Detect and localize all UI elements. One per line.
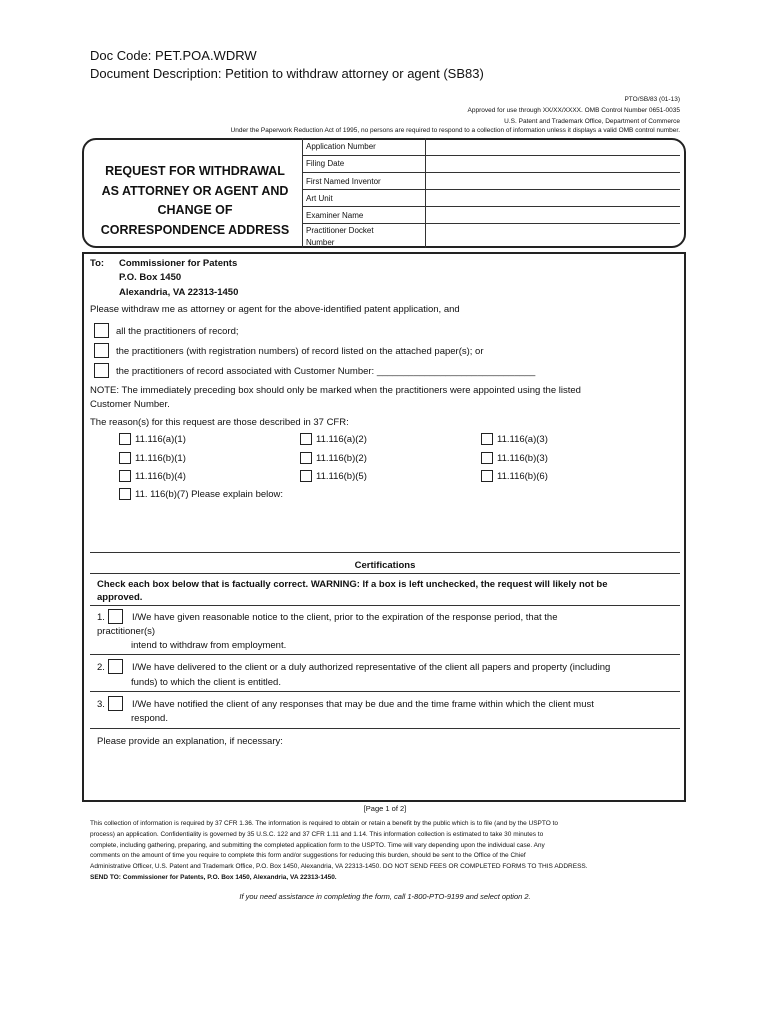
certifications-warning-1: Check each box below that is factually correct. WARNING: If a box is left unchecked, the request will likely not be [97, 579, 608, 590]
certifications-warning-2: approved. [97, 592, 143, 603]
filing-date-field[interactable] [428, 157, 680, 171]
note-line-2: Customer Number. [90, 399, 170, 410]
cert-1-number: 1. [97, 612, 105, 623]
reason-b5-label: 11.116(b)(5) [316, 471, 367, 482]
docket-number-field[interactable] [428, 226, 680, 244]
reason-b4-label: 11.116(b)(4) [135, 471, 186, 482]
form-title [90, 162, 300, 240]
cert-1-line-2: practitioner(s) [97, 626, 156, 637]
reason-b1-checkbox[interactable] [119, 452, 131, 464]
doc-description: Document Description: Petition to withdraw attorney or agent (SB83) [90, 66, 484, 81]
agency: U.S. Patent and Trademark Office, Department of Commerce [504, 118, 680, 125]
burden-line-5: Administrative Officer, U.S. Patent and Trademark Office, P.O. Box 1450, Alexandria, VA 22313-1450. DO NOT SEND FEES OR COMPLETED FORMS TO THIS ADDRESS. [90, 863, 588, 871]
cert-2-line-2: funds) to which the client is entitled. [131, 677, 281, 688]
reason-b7-label: 11. 116(b)(7) Please explain below: [135, 489, 284, 500]
reason-a2-label: 11.116(a)(2) [316, 434, 367, 445]
to-line-1: Commissioner for Patents [119, 258, 238, 269]
certifications-heading: Certifications [354, 560, 416, 571]
application-number-label: Application Number [306, 142, 376, 151]
reason-b5-checkbox[interactable] [300, 470, 312, 482]
title-line-3: CHANGE OF [157, 203, 233, 217]
to-line-3: Alexandria, VA 22313-1450 [119, 287, 239, 298]
first-named-inventor-label: First Named Inventor [306, 177, 381, 186]
reason-b6-checkbox[interactable] [481, 470, 493, 482]
reason-b4-checkbox[interactable] [119, 470, 131, 482]
reason-b6-label: 11.116(b)(6) [497, 471, 548, 482]
filing-date-label: Filing Date [306, 159, 345, 168]
option-customer-label: the practitioners of record associated with Customer Number: ______________________________ [116, 366, 536, 377]
docket-number-label-1: Practitioner Docket [306, 226, 374, 235]
reason-a1-checkbox[interactable] [119, 433, 131, 445]
docket-number-label-2: Number [306, 238, 335, 247]
examiner-name-field[interactable] [428, 208, 680, 222]
assistance-note: If you need assistance in completing the form, call 1-800-PTO-9199 and select option 2. [239, 892, 531, 901]
option-customer-checkbox[interactable] [94, 363, 109, 378]
burden-line-3: complete, including gathering, preparing, and submitting the completed application form to the USPTO. Time will vary depending upon the individual case. Any [90, 841, 545, 849]
title-line-4: CORRESPONDENCE ADDRESS [100, 222, 290, 237]
reason-a1-label: 11.116(a)(1) [135, 434, 186, 445]
reason-b7-checkbox[interactable] [119, 488, 131, 500]
request-text: Please withdraw me as attorney or agent for the above-identified patent application, and [90, 304, 460, 315]
cert-2-line-1: I/We have delivered to the client or a duly authorized representative of the client all papers and property (including [132, 662, 611, 673]
reason-b2-checkbox[interactable] [300, 452, 312, 464]
explanation-label: Please provide an explanation, if necessary: [97, 736, 283, 747]
cert-3-number: 3. [97, 699, 105, 710]
send-to: SEND TO: Commissioner for Patents, P.O. Box 1450, Alexandria, VA 22313-1450. [90, 873, 337, 881]
burden-line-4: comments on the amount of time you require to complete this form and/or suggestions for reducing this burden, should be sent to the Office of the Chief [90, 852, 526, 860]
doc-code: Doc Code: PET.POA.WDRW [90, 48, 257, 63]
to-label: To: [90, 258, 105, 269]
cert-1-line-1: I/We have given reasonable notice to the client, prior to the expiration of the response period, that the [132, 612, 558, 623]
option-attached-label: the practitioners (with registration numbers) of record listed on the attached paper(s); or [116, 346, 484, 357]
art-unit-field[interactable] [428, 191, 680, 205]
option-attached-checkbox[interactable] [94, 343, 109, 358]
note-line-1: NOTE: The immediately preceding box should only be marked when the practitioners were appointed using the listed [90, 385, 581, 396]
option-all-checkbox[interactable] [94, 323, 109, 338]
page-number: [Page 1 of 2] [363, 804, 407, 813]
reason-b3-checkbox[interactable] [481, 452, 493, 464]
cert-3-line-2: respond. [131, 713, 168, 724]
art-unit-label: Art Unit [306, 194, 333, 203]
first-named-inventor-field[interactable] [428, 174, 680, 188]
reason-b1-label: 11.116(b)(1) [135, 453, 186, 464]
paperwork-notice: Under the Paperwork Reduction Act of 1995, no persons are required to respond to a collection of information unless it displays a valid OMB control number. [230, 127, 680, 134]
reason-b7-explanation-field[interactable] [135, 505, 675, 547]
burden-line-1: This collection of information is required by 37 CFR 1.36. The information is required to obtain or retain a benefit by the public which is to file (and by the USPTO to [90, 820, 558, 827]
omb-approval: Approved for use through XX/XX/XXXX. OMB Control Number 0651-0035 [467, 107, 680, 114]
cert-2-checkbox[interactable] [108, 659, 123, 674]
cert-2-number: 2. [97, 662, 105, 673]
option-all-label: all the practitioners of record; [116, 326, 239, 337]
cert-1-line-3: intend to withdraw from employment. [131, 640, 287, 651]
title-line-1: REQUEST FOR WITHDRAWAL [105, 164, 285, 178]
burden-line-2: process) an application. Confidentiality is governed by 35 U.S.C. 122 and 37 CFR 1.11 and 1.14. This information collection is estimated to take 30 minutes to [90, 830, 544, 838]
reason-a3-label: 11.116(a)(3) [497, 434, 548, 445]
examiner-name-label: Examiner Name [306, 211, 364, 220]
explanation-field[interactable] [97, 752, 677, 796]
form-number: PTO/SB/83 (01-13) [624, 96, 680, 103]
title-line-2: AS ATTORNEY OR AGENT AND [101, 183, 289, 198]
cert-3-line-1: I/We have notified the client of any responses that may be due and the time frame within which the client must [132, 699, 594, 710]
burden-statement [90, 819, 680, 884]
to-line-2: P.O. Box 1450 [119, 272, 182, 283]
reason-a2-checkbox[interactable] [300, 433, 312, 445]
reason-b2-label: 11.116(b)(2) [316, 453, 367, 464]
cert-3-checkbox[interactable] [108, 696, 123, 711]
cert-1-checkbox[interactable] [108, 609, 123, 624]
reason-a3-checkbox[interactable] [481, 433, 493, 445]
application-number-field[interactable] [428, 140, 680, 154]
reason-b3-label: 11.116(b)(3) [497, 453, 548, 464]
reasons-intro: The reason(s) for this request are those described in 37 CFR: [90, 417, 349, 428]
